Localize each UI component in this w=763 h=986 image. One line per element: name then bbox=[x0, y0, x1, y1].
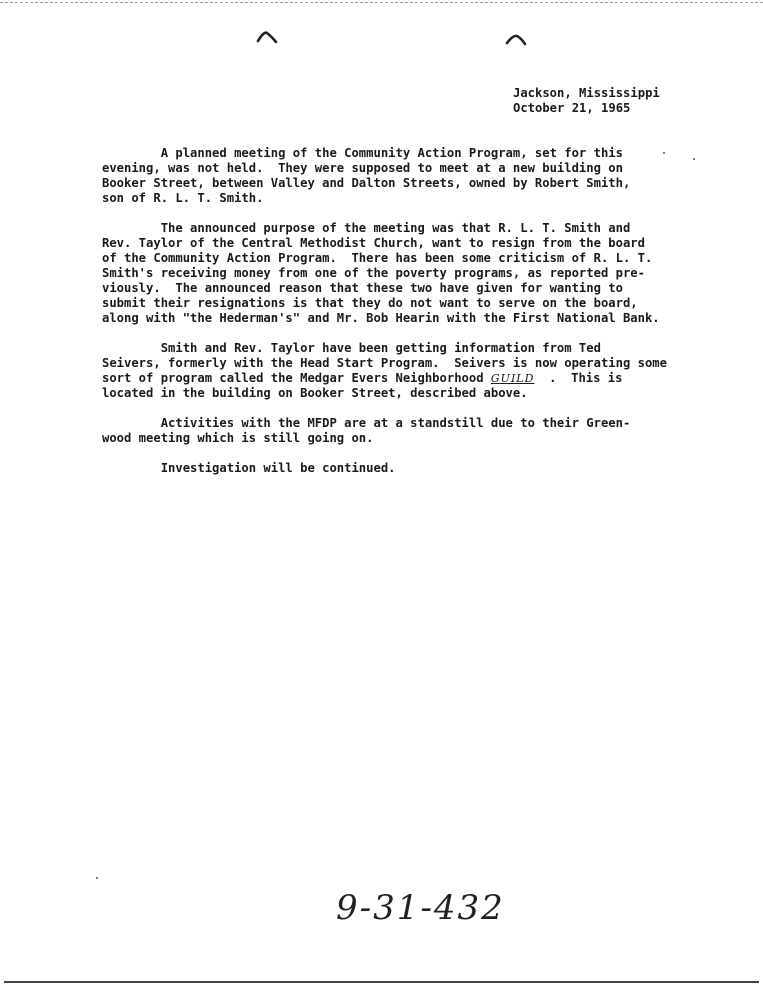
handwritten-file-number: 9-31-432 bbox=[336, 888, 505, 928]
date-line: October 21, 1965 bbox=[513, 101, 631, 115]
caret-mark-icon bbox=[505, 33, 527, 47]
scan-speck bbox=[693, 158, 695, 160]
paragraph-5 bbox=[102, 461, 702, 476]
text-line bbox=[102, 371, 702, 386]
text-line: son of R. L. T. Smith. bbox=[102, 191, 264, 205]
paragraph-2 bbox=[102, 221, 702, 326]
text-line: wood meeting which is still going on. bbox=[102, 431, 374, 445]
scan-speck bbox=[663, 152, 665, 154]
caret-mark-icon bbox=[256, 30, 278, 44]
text-line: Rev. Taylor of the Central Methodist Church, want to resign from the board bbox=[102, 236, 645, 250]
handwritten-insertion: GUILD bbox=[490, 372, 535, 385]
text-line: evening, was not held. They were supposed to meet at a new building on bbox=[102, 161, 623, 175]
paragraph-4 bbox=[102, 416, 702, 446]
text-line: Smith and Rev. Taylor have been getting information from Ted bbox=[102, 341, 601, 355]
text-line: Smith's receiving money from one of the poverty programs, as reported pre- bbox=[102, 266, 645, 280]
text-line: A planned meeting of the Community Action Program, set for this bbox=[102, 146, 623, 160]
text-line: located in the building on Booker Street, described above. bbox=[102, 386, 528, 400]
text-line: Booker Street, between Valley and Dalton Streets, owned by Robert Smith, bbox=[102, 176, 631, 190]
text-line: viously. The announced reason that these two have given for wanting to bbox=[102, 281, 623, 295]
dateline bbox=[513, 86, 660, 116]
paragraph-3 bbox=[102, 341, 702, 401]
text-line: Investigation will be continued. bbox=[102, 461, 396, 475]
text-line: submit their resignations is that they do not want to serve on the board, bbox=[102, 296, 638, 310]
memo-body bbox=[102, 146, 702, 491]
bottom-page-edge bbox=[4, 981, 759, 983]
text-segment: sort of program called the Medgar Evers Neighborhood bbox=[102, 371, 491, 385]
location-line: Jackson, Mississippi bbox=[513, 86, 660, 100]
top-perforation-edge bbox=[0, 2, 763, 3]
text-line: The announced purpose of the meeting was that R. L. T. Smith and bbox=[102, 221, 631, 235]
text-line: Seivers, formerly with the Head Start Program. Seivers is now operating some bbox=[102, 356, 667, 370]
text-segment: . This is bbox=[534, 371, 623, 385]
text-line: along with "the Hederman's" and Mr. Bob Hearin with the First National Bank. bbox=[102, 311, 660, 325]
text-line: of the Community Action Program. There has been some criticism of R. L. T. bbox=[102, 251, 653, 265]
paragraph-1 bbox=[102, 146, 702, 206]
scan-speck bbox=[96, 877, 98, 879]
text-line: Activities with the MFDP are at a standstill due to their Green- bbox=[102, 416, 631, 430]
